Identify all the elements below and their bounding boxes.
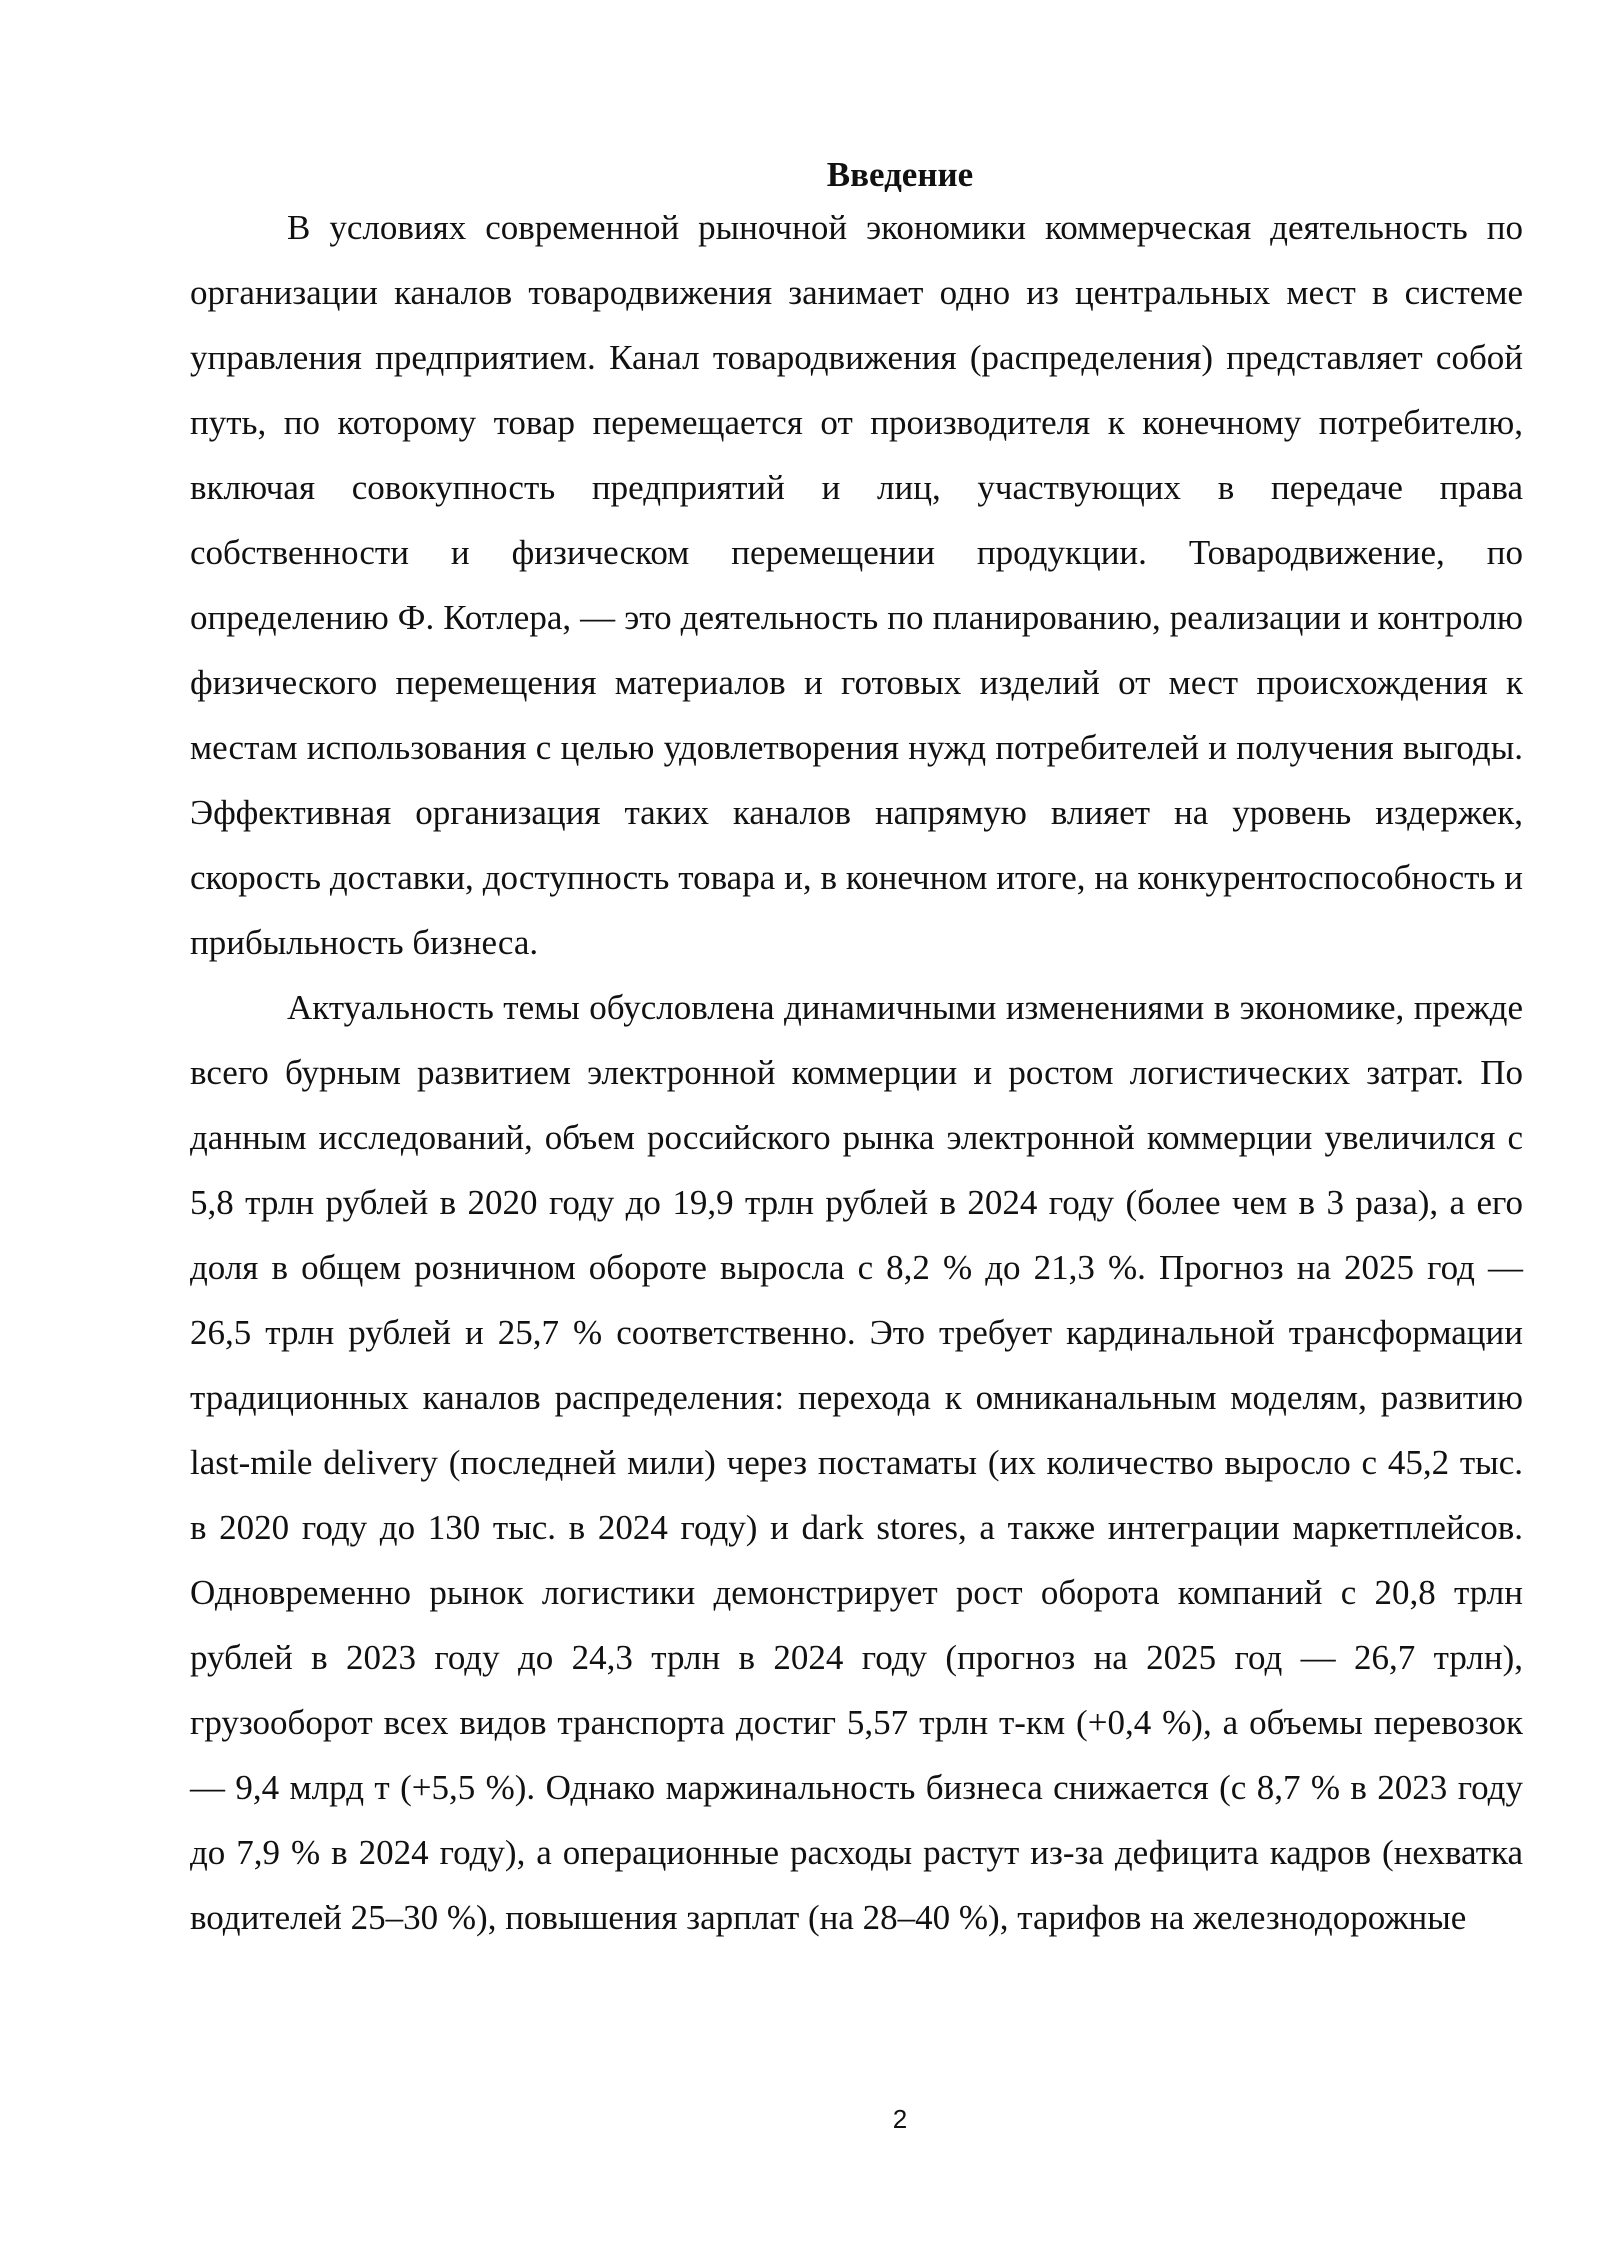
paragraph-relevance: Актуальность темы обусловлена динамичными изменениями в экономике, прежде всего бурным развитием электронной коммерции и ростом логистических затрат. По данным исследований, объем российского рынка электронной коммерции увеличился с 5,8 трлн рублей в 2020 году до 19,9 трлн рублей в 2024 году (более чем в 3 раза), а его доля в общем розничном обороте выросла с 8,2 % до 21,3 %. Прогноз на 2025 год — 26,5 трлн рублей и 25,7 % соответственно. Это требует кардинальной трансформации традиционных каналов распределения: перехода к омниканальным моделям, развитию last-mile delivery (последней мили) через постаматы (их количество выросло с 45,2 тыс. в 2020 году до 130 тыс. в 2024 году) и dark stores, а также интеграции маркетплейсов. Одновременно рынок логистики демонстрирует рост оборота компаний с 20,8 трлн рублей в 2023 году до 24,3 трлн в 2024 году (прогноз на 2025 год — 26,7 трлн), грузооборот всех видов транспорта достиг 5,57 трлн т-км (+0,4 %), а объемы перевозок — 9,4 млрд т (+5,5 %). Однако маржинальность бизнеса снижается (с 8,7 % в 2023 году до 7,9 % в 2024 году), а операционные расходы растут из-за дефицита кадров (нехватка водителей 25–30 %), повышения зарплат (на 28–40 %), тарифов на железнодорожные	[190, 988, 1523, 1937]
paragraph-intro: В условиях современной рыночной экономики коммерческая деятельность по организации каналов товародвижения занимает одно из центральных мест в системе управления предприятием. Канал товародвижения (распределения) представляет собой путь, по которому товар перемещается от производителя к конечному потребителю, включая совокупность предприятий и лиц, участвующих в передаче права собственности и физическом перемещении продукции. Товародвижение, по определению Ф. Котлера, — это деятельность по планированию, реализации и контролю физического перемещения материалов и готовых изделий от мест происхождения к местам использования с целью удовлетворения нужд потребителей и получения выгоды. Эффективная организация таких каналов напрямую влияет на уровень издержек, скорость доставки, доступность товара и, в конечном итоге, на конкурентоспособность и прибыльность бизнеса.	[190, 208, 1523, 962]
page-number: 2	[892, 2104, 908, 2134]
section-title: Введение	[826, 155, 974, 194]
body-text	[190, 195, 1523, 1950]
